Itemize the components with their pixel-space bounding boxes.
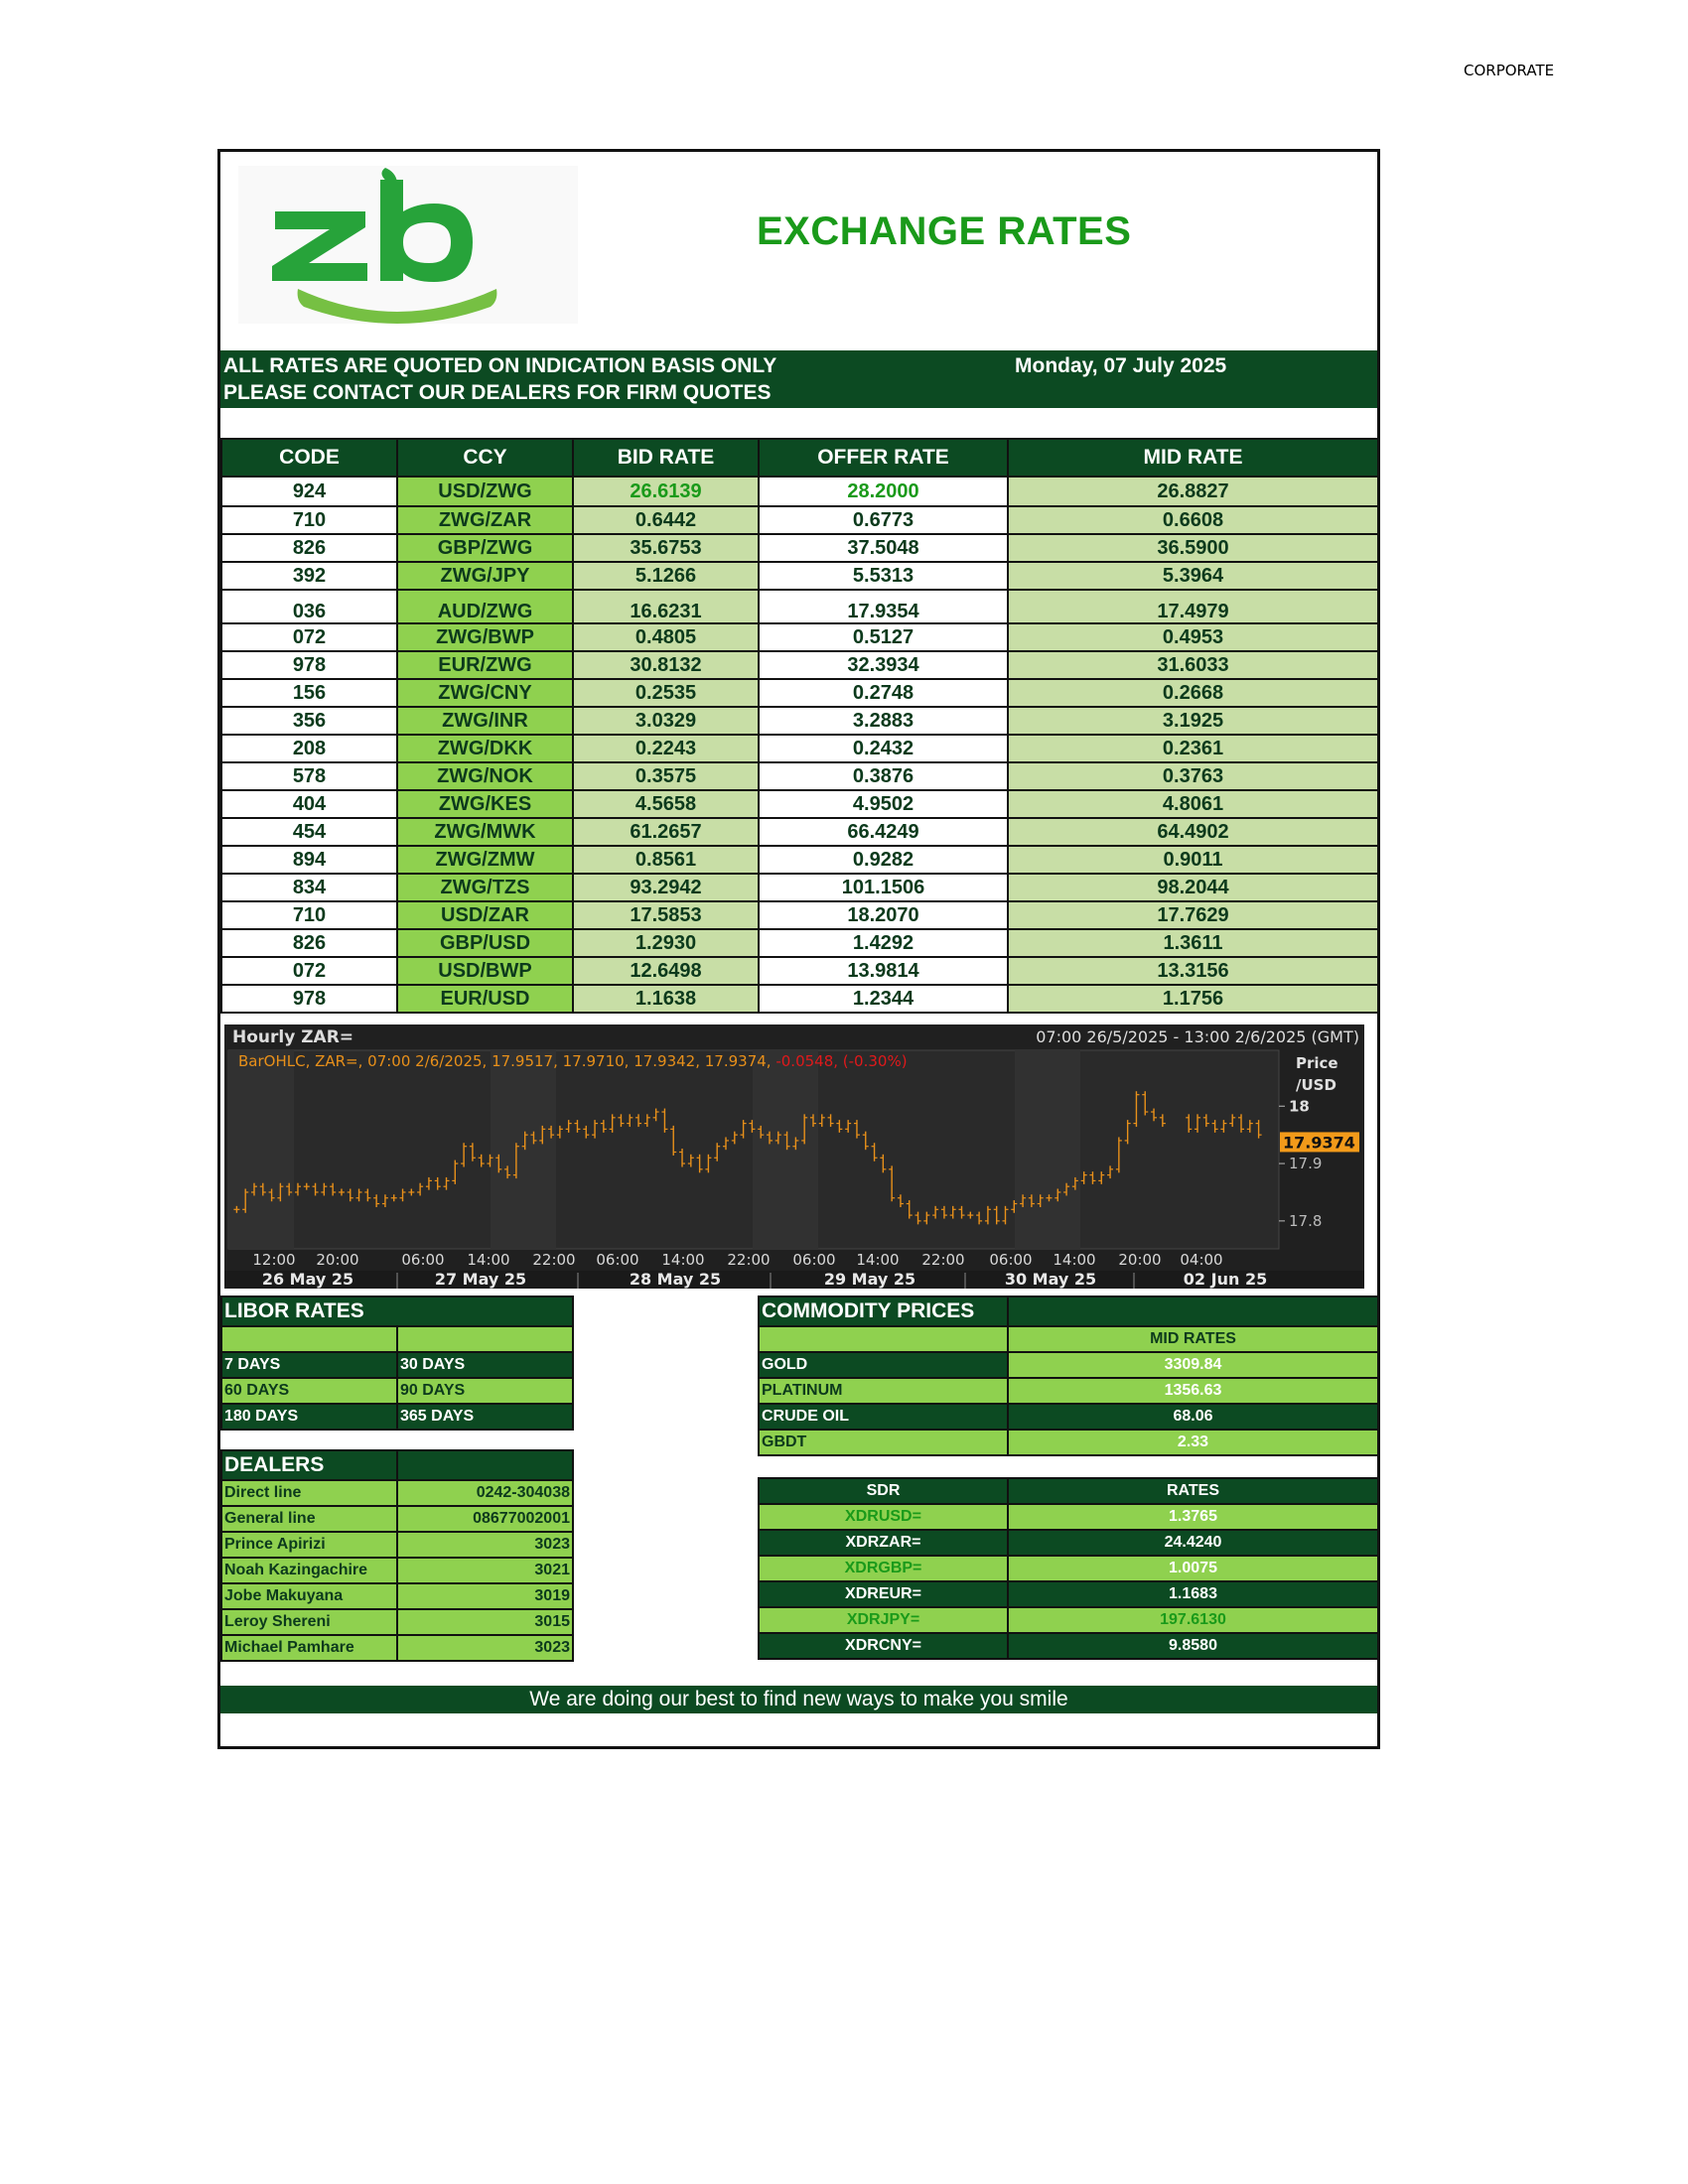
x-time-label: 20:00 — [1118, 1251, 1162, 1269]
code-cell: 072 — [221, 623, 397, 651]
col-header-mid: MID RATE — [1008, 439, 1378, 477]
dealer-number: 0242-304038 — [397, 1480, 573, 1506]
sdr-name: XDRGBP= — [759, 1556, 1008, 1581]
ccy-cell: EUR/USD — [397, 985, 573, 1013]
x-time-label: 12:00 — [252, 1251, 296, 1269]
commodity-header-blank — [759, 1326, 1008, 1352]
offer-cell: 0.9282 — [759, 846, 1008, 874]
commodity-name: GBDT — [759, 1430, 1008, 1455]
banner-line-1: ALL RATES ARE QUOTED ON INDICATION BASIS ONLY — [223, 354, 777, 377]
exchange-rate-sheet — [217, 149, 1380, 1749]
x-time-label: 14:00 — [467, 1251, 510, 1269]
dealer-name: Leroy Shereni — [221, 1609, 397, 1635]
commodity-prices-table — [758, 1296, 1379, 1456]
offer-cell: 0.3876 — [759, 762, 1008, 790]
table-row — [221, 590, 1378, 623]
bid-cell: 4.5658 — [573, 790, 759, 818]
offer-cell: 0.6773 — [759, 506, 1008, 534]
offer-cell: 3.2883 — [759, 707, 1008, 735]
libor-title: LIBOR RATES — [221, 1297, 573, 1326]
bid-cell: 5.1266 — [573, 562, 759, 590]
chart-band — [1015, 1050, 1080, 1249]
chart-band — [753, 1050, 818, 1249]
bid-cell: 12.6498 — [573, 957, 759, 985]
x-time-label: 04:00 — [1180, 1251, 1223, 1269]
libor-cell — [397, 1326, 573, 1352]
ccy-cell: USD/BWP — [397, 957, 573, 985]
dealer-name: Jobe Makuyana — [221, 1583, 397, 1609]
code-cell: 156 — [221, 679, 397, 707]
ccy-cell: USD/ZWG — [397, 477, 573, 506]
offer-cell: 0.2748 — [759, 679, 1008, 707]
x-time-label: 06:00 — [792, 1251, 836, 1269]
x-time-label: 20:00 — [316, 1251, 359, 1269]
ccy-cell: AUD/ZWG — [397, 590, 573, 623]
commodity-value: 68.06 — [1008, 1404, 1378, 1430]
bid-cell: 0.3575 — [573, 762, 759, 790]
offer-cell: 1.2344 — [759, 985, 1008, 1013]
mid-cell: 98.2044 — [1008, 874, 1378, 901]
dealer-number: 3023 — [397, 1532, 573, 1558]
x-time-label: 22:00 — [727, 1251, 771, 1269]
x-time-label: 22:00 — [532, 1251, 576, 1269]
mid-cell: 0.2361 — [1008, 735, 1378, 762]
code-cell: 826 — [221, 929, 397, 957]
ccy-cell: ZWG/INR — [397, 707, 573, 735]
table-row — [221, 846, 1378, 874]
table-row — [221, 562, 1378, 590]
libor-cell — [221, 1326, 397, 1352]
code-cell: 392 — [221, 562, 397, 590]
dealers-title-spacer — [397, 1450, 573, 1480]
chart-title: Hourly ZAR= — [232, 1027, 354, 1047]
mid-cell: 17.7629 — [1008, 901, 1378, 929]
bid-cell: 1.2930 — [573, 929, 759, 957]
ccy-cell: ZWG/KES — [397, 790, 573, 818]
code-cell: 072 — [221, 957, 397, 985]
libor-cell: 180 DAYS — [221, 1404, 397, 1430]
table-row — [221, 707, 1378, 735]
offer-cell: 66.4249 — [759, 818, 1008, 846]
dealer-name: Prince Apirizi — [221, 1532, 397, 1558]
dealer-number: 3023 — [397, 1635, 573, 1661]
mid-cell: 0.2668 — [1008, 679, 1378, 707]
footer-slogan: We are doing our best to find new ways to make you smile — [220, 1686, 1377, 1713]
x-time-label: 14:00 — [856, 1251, 900, 1269]
commodity-name: CRUDE OIL — [759, 1404, 1008, 1430]
offer-cell: 37.5048 — [759, 534, 1008, 562]
table-header-row — [221, 439, 1378, 477]
dealer-number: 3021 — [397, 1558, 573, 1583]
commodity-value: 2.33 — [1008, 1430, 1378, 1455]
ccy-cell: ZWG/MWK — [397, 818, 573, 846]
code-cell: 978 — [221, 651, 397, 679]
table-row — [221, 679, 1378, 707]
offer-cell: 28.2000 — [759, 477, 1008, 506]
commodity-mid-header: MID RATES — [1008, 1326, 1378, 1352]
bid-cell: 0.8561 — [573, 846, 759, 874]
code-cell: 036 — [221, 590, 397, 623]
table-row — [221, 735, 1378, 762]
sdr-header: SDR — [759, 1478, 1008, 1504]
commodity-title-spacer — [1008, 1297, 1378, 1326]
mid-cell: 64.4902 — [1008, 818, 1378, 846]
dealer-number: 08677002001 — [397, 1506, 573, 1532]
x-date-label: 30 May 25 — [1004, 1270, 1097, 1289]
bid-cell: 26.6139 — [573, 477, 759, 506]
commodity-value: 1356.63 — [1008, 1378, 1378, 1404]
offer-cell: 1.4292 — [759, 929, 1008, 957]
sdr-value: 9.8580 — [1008, 1633, 1378, 1659]
libor-cell: 7 DAYS — [221, 1352, 397, 1378]
banner-line-2: PLEASE CONTACT OUR DEALERS FOR FIRM QUOTES — [223, 381, 772, 404]
table-row — [221, 477, 1378, 506]
code-cell: 710 — [221, 901, 397, 929]
x-date-label: 27 May 25 — [434, 1270, 527, 1289]
table-row — [221, 874, 1378, 901]
table-row — [221, 651, 1378, 679]
x-date-label: 26 May 25 — [261, 1270, 354, 1289]
libor-cell: 90 DAYS — [397, 1378, 573, 1404]
ccy-cell: ZWG/DKK — [397, 735, 573, 762]
mid-cell: 26.8827 — [1008, 477, 1378, 506]
bid-cell: 61.2657 — [573, 818, 759, 846]
dealer-name: Direct line — [221, 1480, 397, 1506]
dealer-number: 3015 — [397, 1609, 573, 1635]
code-cell: 454 — [221, 818, 397, 846]
bid-cell: 1.1638 — [573, 985, 759, 1013]
offer-cell: 0.5127 — [759, 623, 1008, 651]
sdr-rates-header: RATES — [1008, 1478, 1378, 1504]
dealer-name: Michael Pamhare — [221, 1635, 397, 1661]
x-time-label: 06:00 — [596, 1251, 639, 1269]
mid-cell: 3.1925 — [1008, 707, 1378, 735]
code-cell: 978 — [221, 985, 397, 1013]
offer-cell: 5.5313 — [759, 562, 1008, 590]
offer-cell: 0.2432 — [759, 735, 1008, 762]
sdr-rates-table — [758, 1477, 1379, 1660]
mid-cell: 1.3611 — [1008, 929, 1378, 957]
last-price-label: 17.9374 — [1283, 1133, 1355, 1153]
mid-cell: 5.3964 — [1008, 562, 1378, 590]
exchange-rates-table — [220, 438, 1379, 1014]
col-header-offer: OFFER RATE — [759, 439, 1008, 477]
zar-hourly-chart — [220, 1021, 1377, 1291]
x-date-label: 28 May 25 — [629, 1270, 722, 1289]
col-header-code: CODE — [221, 439, 397, 477]
bid-cell: 0.4805 — [573, 623, 759, 651]
rates-body — [221, 477, 1378, 1013]
x-time-label: 14:00 — [1053, 1251, 1096, 1269]
x-time-label: 22:00 — [921, 1251, 965, 1269]
mid-cell: 0.3763 — [1008, 762, 1378, 790]
code-cell: 356 — [221, 707, 397, 735]
corporate-label: CORPORATE — [1464, 62, 1555, 79]
y-tick-label: 17.8 — [1289, 1211, 1323, 1230]
ccy-cell: ZWG/CNY — [397, 679, 573, 707]
zb-logo — [238, 166, 578, 324]
code-cell: 826 — [221, 534, 397, 562]
chart-band — [228, 1050, 294, 1249]
offer-cell: 17.9354 — [759, 590, 1008, 623]
code-cell: 578 — [221, 762, 397, 790]
sdr-name: XDRZAR= — [759, 1530, 1008, 1556]
ccy-cell: ZWG/BWP — [397, 623, 573, 651]
table-row — [221, 790, 1378, 818]
bid-cell: 30.8132 — [573, 651, 759, 679]
sdr-name: XDRCNY= — [759, 1633, 1008, 1659]
col-header-bid: BID RATE — [573, 439, 759, 477]
bid-cell: 3.0329 — [573, 707, 759, 735]
chart-legend-values: BarOHLC, ZAR=, 07:00 2/6/2025, 17.9517, 17.9710, 17.9342, 17.9374, — [238, 1052, 772, 1070]
chart-legend — [238, 1052, 908, 1070]
y-tick-label: 17.9 — [1289, 1155, 1323, 1173]
mid-cell: 36.5900 — [1008, 534, 1378, 562]
x-time-label: 06:00 — [401, 1251, 445, 1269]
libor-cell: 30 DAYS — [397, 1352, 573, 1378]
dealer-name: General line — [221, 1506, 397, 1532]
sdr-value: 197.6130 — [1008, 1607, 1378, 1633]
zb-logo-icon — [238, 166, 578, 324]
sdr-value: 1.0075 — [1008, 1556, 1378, 1581]
mid-cell: 31.6033 — [1008, 651, 1378, 679]
offer-cell: 101.1506 — [759, 874, 1008, 901]
y-axis-unit: /USD — [1296, 1076, 1336, 1094]
x-date-label: 02 Jun 25 — [1183, 1270, 1268, 1289]
mid-cell: 1.1756 — [1008, 985, 1378, 1013]
sdr-name: XDRJPY= — [759, 1607, 1008, 1633]
dealer-number: 3019 — [397, 1583, 573, 1609]
mid-cell: 0.6608 — [1008, 506, 1378, 534]
ccy-cell: USD/ZAR — [397, 901, 573, 929]
ccy-cell: ZWG/ZMW — [397, 846, 573, 874]
code-cell: 834 — [221, 874, 397, 901]
table-row — [221, 985, 1378, 1013]
table-row — [221, 957, 1378, 985]
offer-cell: 4.9502 — [759, 790, 1008, 818]
ccy-cell: ZWG/TZS — [397, 874, 573, 901]
ohlc-chart — [220, 1021, 1377, 1291]
sdr-value: 1.1683 — [1008, 1581, 1378, 1607]
rates-date: Monday, 07 July 2025 — [1015, 354, 1227, 377]
ccy-cell: EUR/ZWG — [397, 651, 573, 679]
chart-band — [491, 1050, 556, 1249]
commodity-title: COMMODITY PRICES — [759, 1297, 1008, 1326]
code-cell: 208 — [221, 735, 397, 762]
bid-cell: 93.2942 — [573, 874, 759, 901]
chart-range-label: 07:00 26/5/2025 - 13:00 2/6/2025 (GMT) — [1036, 1027, 1359, 1046]
ccy-cell: GBP/ZWG — [397, 534, 573, 562]
libor-rates-table — [220, 1296, 574, 1431]
page-title: EXCHANGE RATES — [757, 209, 1132, 253]
sdr-value: 24.4240 — [1008, 1530, 1378, 1556]
code-cell: 894 — [221, 846, 397, 874]
disclaimer-banner — [220, 350, 1377, 408]
bid-cell: 0.2535 — [573, 679, 759, 707]
bid-cell: 0.6442 — [573, 506, 759, 534]
libor-cell: 365 DAYS — [397, 1404, 573, 1430]
bid-cell: 0.2243 — [573, 735, 759, 762]
sdr-value: 1.3765 — [1008, 1504, 1378, 1530]
offer-cell: 13.9814 — [759, 957, 1008, 985]
y-tick-label: 18 — [1289, 1097, 1310, 1116]
commodity-value: 3309.84 — [1008, 1352, 1378, 1378]
x-date-label: 29 May 25 — [823, 1270, 916, 1289]
mid-cell: 17.4979 — [1008, 590, 1378, 623]
ccy-cell: ZWG/ZAR — [397, 506, 573, 534]
ccy-cell: ZWG/NOK — [397, 762, 573, 790]
code-cell: 404 — [221, 790, 397, 818]
col-header-ccy: CCY — [397, 439, 573, 477]
code-cell: 924 — [221, 477, 397, 506]
ccy-cell: GBP/USD — [397, 929, 573, 957]
table-row — [221, 534, 1378, 562]
mid-cell: 0.4953 — [1008, 623, 1378, 651]
dealers-title: DEALERS — [221, 1450, 397, 1480]
dealers-table — [220, 1449, 574, 1662]
table-row — [221, 901, 1378, 929]
sdr-name: XDRUSD= — [759, 1504, 1008, 1530]
bid-cell: 35.6753 — [573, 534, 759, 562]
table-row — [221, 623, 1378, 651]
x-time-label: 14:00 — [661, 1251, 705, 1269]
y-axis-label: Price — [1296, 1054, 1338, 1072]
dealer-name: Noah Kazingachire — [221, 1558, 397, 1583]
commodity-name: GOLD — [759, 1352, 1008, 1378]
x-time-label: 06:00 — [989, 1251, 1033, 1269]
table-row — [221, 929, 1378, 957]
offer-cell: 32.3934 — [759, 651, 1008, 679]
mid-cell: 0.9011 — [1008, 846, 1378, 874]
bid-cell: 16.6231 — [573, 590, 759, 623]
table-row — [221, 506, 1378, 534]
offer-cell: 18.2070 — [759, 901, 1008, 929]
chart-legend-change: -0.0548, (-0.30%) — [775, 1052, 908, 1070]
commodity-name: PLATINUM — [759, 1378, 1008, 1404]
libor-cell: 60 DAYS — [221, 1378, 397, 1404]
code-cell: 710 — [221, 506, 397, 534]
sdr-name: XDREUR= — [759, 1581, 1008, 1607]
mid-cell: 4.8061 — [1008, 790, 1378, 818]
table-row — [221, 762, 1378, 790]
table-row — [221, 818, 1378, 846]
mid-cell: 13.3156 — [1008, 957, 1378, 985]
ccy-cell: ZWG/JPY — [397, 562, 573, 590]
bid-cell: 17.5853 — [573, 901, 759, 929]
